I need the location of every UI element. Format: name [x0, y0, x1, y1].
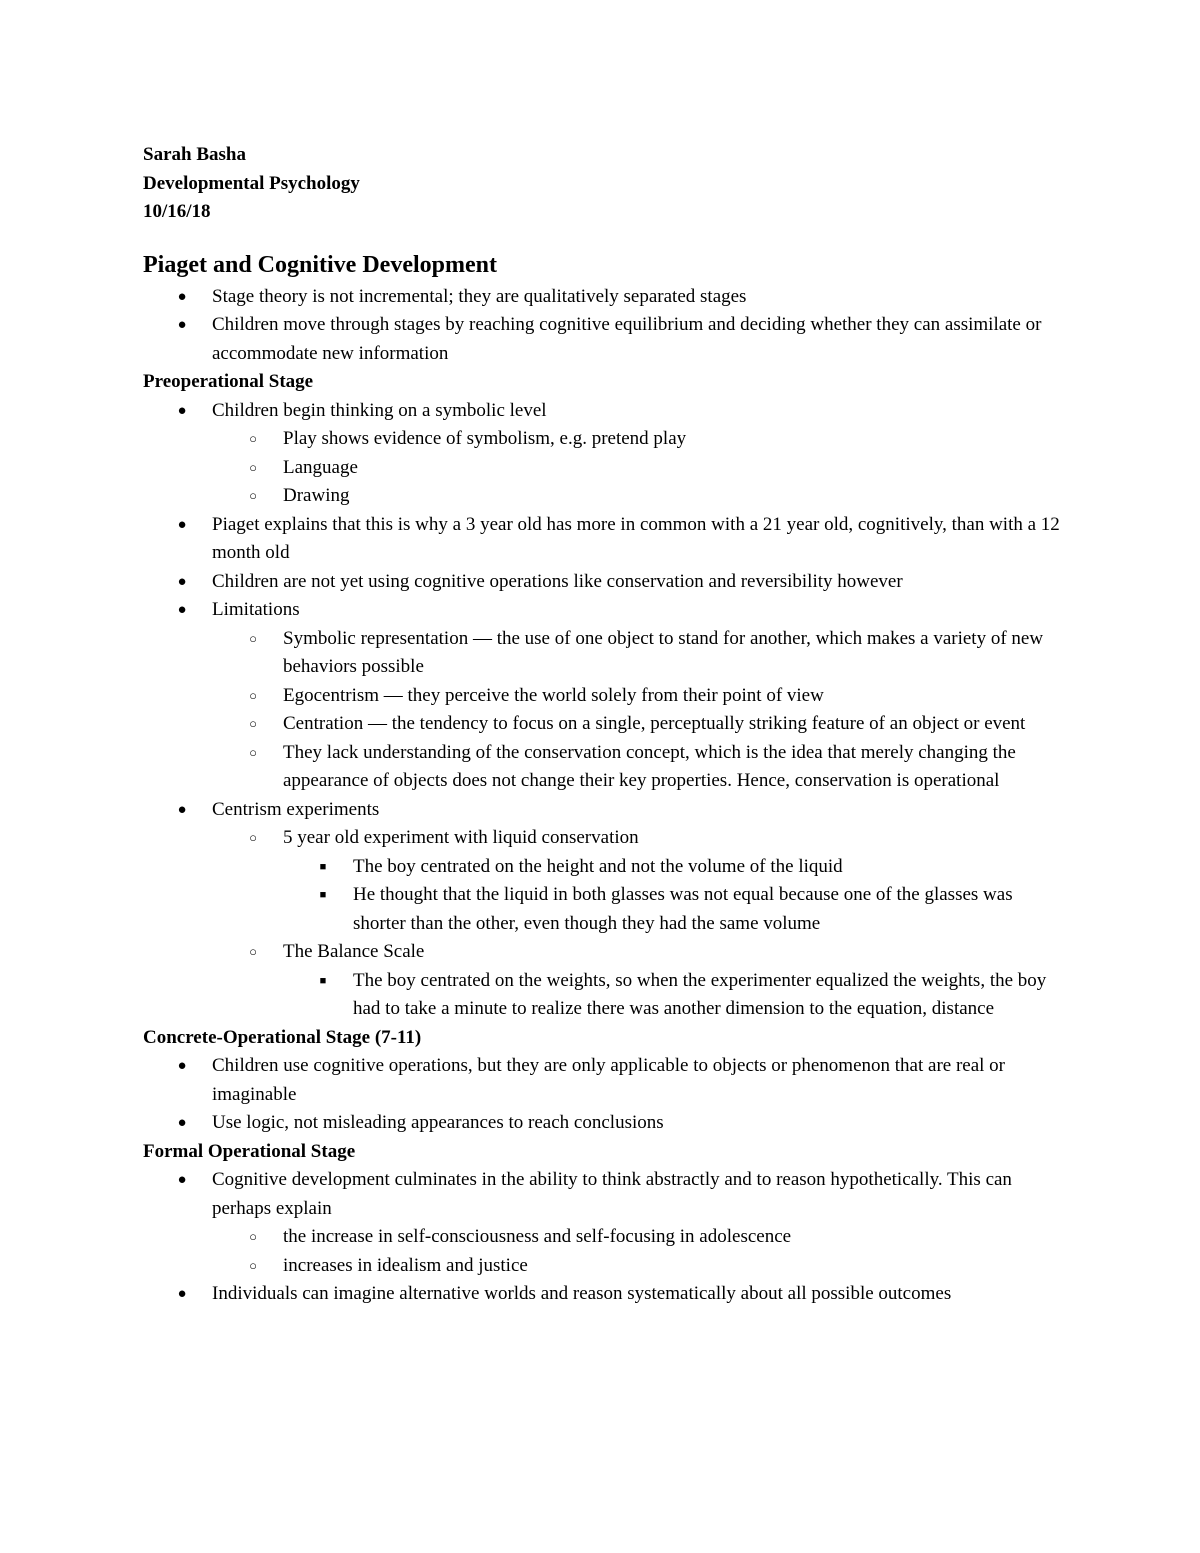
list-item	[143, 1223, 1063, 1252]
course-name: Developmental Psychology	[143, 172, 360, 194]
concrete-operational-list	[143, 1052, 1063, 1138]
list-item	[143, 739, 1063, 796]
filled-circle-bullet-icon: ●	[177, 573, 187, 590]
list-item	[143, 1280, 1063, 1309]
list-item	[143, 824, 1063, 853]
filled-square-bullet-icon: ■	[319, 860, 327, 873]
list-item	[143, 397, 1063, 426]
list-item-text: 5 year old experiment with liquid conservation	[283, 827, 639, 848]
list-item	[143, 967, 1063, 1024]
hollow-circle-bullet-icon: ○	[249, 459, 257, 475]
list-item	[143, 454, 1063, 483]
list-item-text: increases in idealism and justice	[283, 1254, 528, 1276]
preoperational-list	[143, 397, 1063, 1024]
document-date: 10/16/18	[143, 201, 211, 222]
list-item-text: They lack understanding of the conservation concept, which is the idea that merely changing the appearance of objects does not change their key properties. Hence, conservation is operational	[283, 741, 1016, 791]
filled-circle-bullet-icon: ●	[177, 402, 187, 419]
filled-circle-bullet-icon: ●	[177, 602, 187, 618]
list-item	[143, 682, 1063, 711]
list-item-text: Cognitive development culminates in the ability to think abstractly and to reason hypothetically. This can perhaps explain	[212, 1169, 1012, 1219]
list-item	[143, 1166, 1063, 1223]
list-item-text: Stage theory is not incremental; they are qualitatively separated stages	[212, 285, 747, 307]
hollow-circle-bullet-icon: ○	[249, 744, 257, 760]
filled-circle-bullet-icon: ●	[177, 1172, 187, 1188]
list-item	[143, 511, 1063, 568]
document-page	[143, 141, 1063, 1309]
list-item	[143, 625, 1063, 682]
list-item	[143, 938, 1063, 967]
list-item	[143, 311, 1063, 368]
filled-circle-bullet-icon: ●	[177, 1286, 187, 1302]
list-item-text: Egocentrism — they perceive the world solely from their point of view	[283, 684, 824, 706]
list-item	[143, 425, 1063, 454]
list-item	[143, 796, 1063, 825]
list-item-text: Centration — the tendency to focus on a single, perceptually striking feature of an object or event	[283, 713, 1026, 734]
filled-square-bullet-icon: ■	[319, 974, 327, 987]
list-item-text: The boy centrated on the weights, so when the experimenter equalized the weights, the boy had to take a minute to realize there was another dimension to the equation, distance	[353, 969, 1047, 1019]
list-item-text: Individuals can imagine alternative worlds and reason systematically about all possible outcomes	[212, 1283, 952, 1304]
list-item	[143, 1052, 1063, 1109]
hollow-circle-bullet-icon: ○	[249, 716, 257, 731]
hollow-circle-bullet-icon: ○	[249, 1257, 257, 1273]
list-item-text: The Balance Scale	[283, 941, 425, 962]
list-item	[143, 853, 1063, 882]
filled-square-bullet-icon: ■	[319, 889, 327, 901]
list-item	[143, 482, 1063, 511]
hollow-circle-bullet-icon: ○	[249, 431, 257, 446]
author-name: Sarah Basha	[143, 144, 246, 165]
filled-circle-bullet-icon: ●	[177, 516, 187, 533]
list-item	[143, 881, 1063, 938]
filled-circle-bullet-icon: ●	[177, 288, 187, 305]
filled-circle-bullet-icon: ●	[177, 1058, 187, 1074]
list-item-text: Children begin thinking on a symbolic level	[212, 399, 547, 421]
list-item-text: Children are not yet using cognitive operations like conservation and reversibility however	[212, 570, 903, 592]
section-heading-concrete-operational: Concrete-Operational Stage (7-11)	[143, 1026, 422, 1048]
list-item	[143, 1109, 1063, 1138]
list-item-text: Children move through stages by reaching cognitive equilibrium and deciding whether they can assimilate or accommodate new information	[212, 314, 1042, 364]
list-item-text: Play shows evidence of symbolism, e.g. pretend play	[283, 428, 687, 449]
hollow-circle-bullet-icon: ○	[249, 1229, 257, 1244]
hollow-circle-bullet-icon: ○	[249, 687, 257, 703]
hollow-circle-bullet-icon: ○	[249, 830, 257, 845]
list-item	[143, 710, 1063, 739]
list-item-text: the increase in self-consciousness and self-focusing in adolescence	[283, 1226, 792, 1247]
hollow-circle-bullet-icon: ○	[249, 944, 257, 959]
intro-list	[143, 283, 1063, 369]
list-item-text: Language	[283, 456, 358, 478]
list-item-text: Children use cognitive operations, but they are only applicable to objects or phenomenon that are real or imaginable	[212, 1055, 1005, 1105]
list-item-text: Piaget explains that this is why a 3 year old has more in common with a 21 year old, cognitively, than with a 12 month old	[212, 513, 1060, 563]
list-item-text: Centrism experiments	[212, 798, 380, 820]
hollow-circle-bullet-icon: ○	[249, 488, 257, 503]
list-item-text: Use logic, not misleading appearances to reach conclusions	[212, 1112, 664, 1133]
list-item-text: Limitations	[212, 599, 300, 620]
section-heading-preoperational: Preoperational Stage	[143, 371, 314, 392]
section-heading-formal-operational: Formal Operational Stage	[143, 1140, 356, 1162]
list-item	[143, 283, 1063, 312]
filled-circle-bullet-icon: ●	[177, 317, 187, 333]
list-item	[143, 596, 1063, 625]
list-item-text: The boy centrated on the height and not the volume of the liquid	[353, 855, 843, 877]
list-item-text: Drawing	[283, 485, 350, 506]
filled-circle-bullet-icon: ●	[177, 801, 187, 818]
list-item-text: He thought that the liquid in both glasses was not equal because one of the glasses was shorter than the other, even though they had the same volume	[353, 884, 1013, 934]
formal-operational-list	[143, 1166, 1063, 1309]
list-item	[143, 1252, 1063, 1281]
list-item	[143, 568, 1063, 597]
filled-circle-bullet-icon: ●	[177, 1115, 187, 1131]
document-title: Piaget and Cognitive Development	[143, 251, 497, 278]
list-item-text: Symbolic representation — the use of one object to stand for another, which makes a variety of new behaviors possible	[283, 627, 1044, 677]
hollow-circle-bullet-icon: ○	[249, 630, 257, 646]
